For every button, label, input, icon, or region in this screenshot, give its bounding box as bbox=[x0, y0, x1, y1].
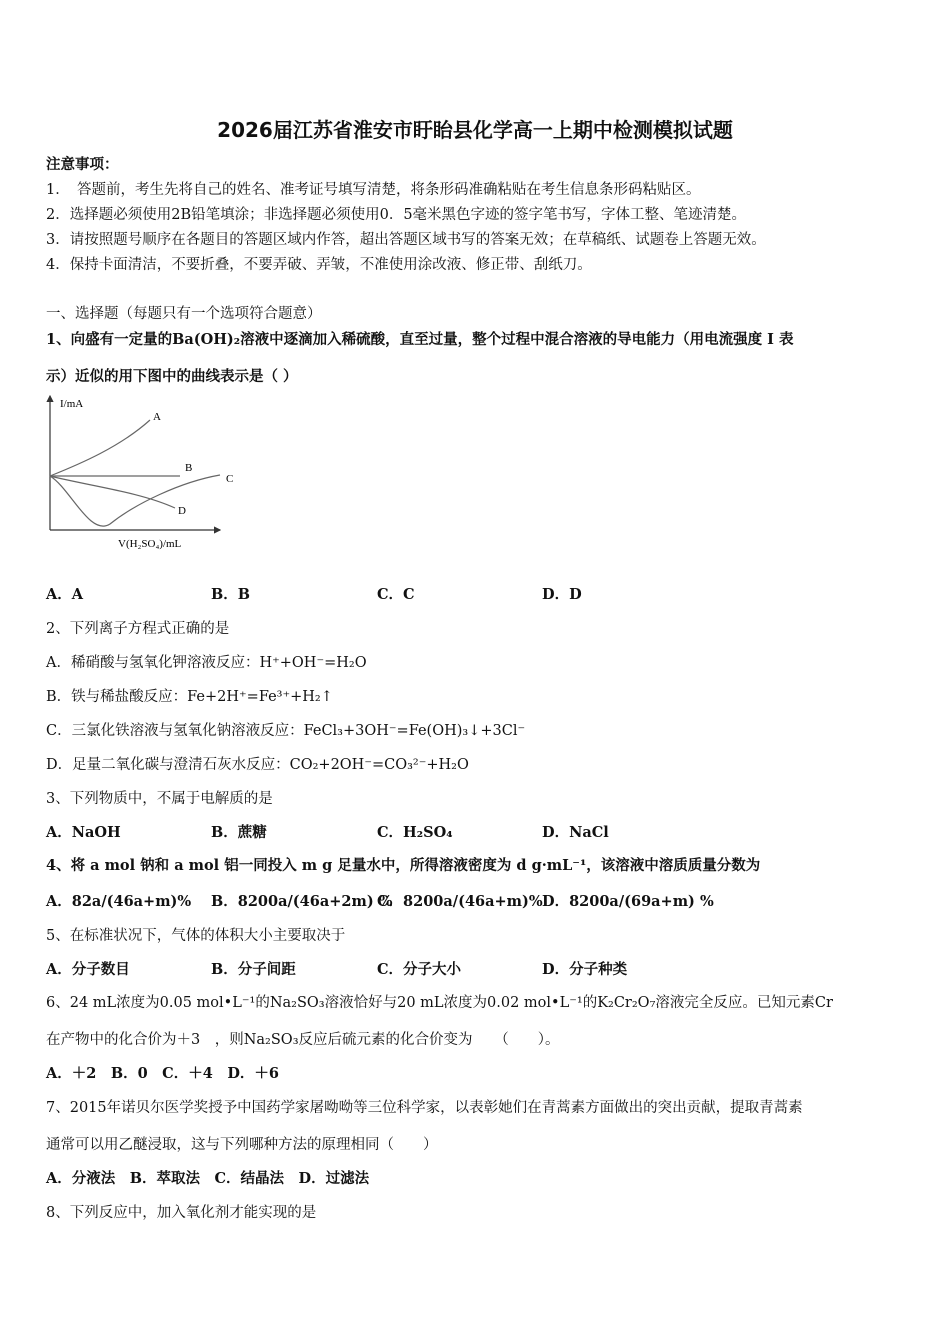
q2-option-a: A．稀硝酸与氢氧化钾溶液反应：H⁺+OH⁻=H₂O bbox=[46, 655, 367, 671]
curve-a bbox=[50, 420, 150, 476]
curve-d-label: D bbox=[178, 505, 186, 517]
curve-c bbox=[50, 475, 220, 526]
curve-a-label: A bbox=[153, 411, 161, 423]
q1-conductivity-graph bbox=[40, 392, 250, 552]
section-heading: 一、选择题（每题只有一个选项符合题意） bbox=[46, 306, 322, 322]
x-axis-label: V(H₂SO₄)/mL bbox=[118, 538, 182, 550]
q7-stem-line1: 7、2015年诺贝尔医学奖授予中国药学家屠呦呦等三位科学家，以表彰她们在青蒿素方面做出的突出贡献，提取青蒿素 bbox=[46, 1100, 803, 1116]
q3-option-c: C．H₂SO₄ bbox=[377, 824, 453, 841]
q4-option-c: C．8200a/(46a+m)% bbox=[377, 893, 543, 910]
notice-item-4: 4．保持卡面清洁，不要折叠，不要弄破、弄皱，不准使用涂改液、修正带、刮纸刀。 bbox=[46, 257, 592, 273]
q3-option-a: A．NaOH bbox=[46, 824, 121, 841]
notice-item-3: 3．请按照题号顺序在各题目的答题区域内作答，超出答题区域书写的答案无效；在草稿纸、试题卷上答题无效。 bbox=[46, 232, 766, 248]
q5-option-d: D．分子种类 bbox=[542, 961, 628, 978]
q1-option-c: C．C bbox=[377, 586, 415, 603]
q4-option-a: A．82a/(46a+m)% bbox=[46, 893, 192, 910]
q4-stem: 4、将 a mol 钠和 a mol 铝一同投入 m g 足量水中，所得溶液密度为 d g·mL⁻¹，该溶液中溶质质量分数为 bbox=[46, 857, 761, 874]
q5-option-a: A．分子数目 bbox=[46, 961, 130, 978]
q2-option-b: B．铁与稀盐酸反应：Fe+2H⁺=Fe³⁺+H₂↑ bbox=[46, 689, 333, 705]
q3-option-b: B．蔗糖 bbox=[211, 824, 267, 841]
q1-stem-line2: 示）近似的用下图中的曲线表示是（ ） bbox=[46, 368, 298, 385]
q2-stem: 2、下列离子方程式正确的是 bbox=[46, 621, 230, 637]
q7-options: A．分液法 B．萃取法 C．结晶法 D．过滤法 bbox=[46, 1170, 370, 1187]
q3-stem: 3、下列物质中，不属于电解质的是 bbox=[46, 791, 273, 807]
q7-stem-line2: 通常可以用乙醚浸取，这与下列哪种方法的原理相同（ ） bbox=[46, 1137, 438, 1153]
y-axis-label: I/mA bbox=[60, 398, 84, 410]
q3-option-d: D．NaCl bbox=[542, 824, 609, 841]
notice-heading: 注意事项： bbox=[46, 156, 119, 173]
q6-options: A．＋2 B．0 C．＋4 D．＋6 bbox=[46, 1065, 279, 1082]
q1-option-d: D．D bbox=[542, 586, 582, 603]
curve-b-label: B bbox=[185, 462, 193, 474]
q6-stem-line2: 在产物中的化合价为＋3 ，则Na₂SO₃反应后硫元素的化合价变为 （ ）。 bbox=[46, 1032, 560, 1048]
curve-c-label: C bbox=[226, 473, 234, 485]
q1-option-a: A．A bbox=[46, 586, 84, 603]
q8-stem: 8、下列反应中，加入氧化剂才能实现的是 bbox=[46, 1205, 317, 1221]
q2-option-d: D．足量二氧化碳与澄清石灰水反应：CO₂+2OH⁻=CO₃²⁻+H₂O bbox=[46, 757, 469, 773]
page-title: 2026届江苏省淮安市盱眙县化学高一上期中检测模拟试题 bbox=[217, 118, 733, 142]
q2-option-c: C．三氯化铁溶液与氢氧化钠溶液反应：FeCl₃+3OH⁻=Fe(OH)₃↓+3Cl⁻ bbox=[46, 723, 526, 739]
q6-stem-line1: 6、24 mL浓度为0.05 mol•L⁻¹的Na₂SO₃溶液恰好与20 mL浓度为0.02 mol•L⁻¹的K₂Cr₂O₇溶液完全反应。已知元素Cr bbox=[46, 995, 833, 1011]
notice-item-1: 1． 答题前，考生先将自己的姓名、准考证号填写清楚，将条形码准确粘贴在考生信息条形码粘贴区。 bbox=[46, 182, 701, 198]
notice-item-2: 2．选择题必须使用2B铅笔填涂；非选择题必须使用0．5毫米黑色字迹的签字笔书写，字体工整、笔迹清楚。 bbox=[46, 207, 747, 223]
q5-option-c: C．分子大小 bbox=[377, 961, 462, 978]
q5-stem: 5、在标准状况下，气体的体积大小主要取决于 bbox=[46, 928, 346, 944]
q1-stem-line1: 1、向盛有一定量的Ba(OH)₂溶液中逐滴加入稀硫酸，直至过量，整个过程中混合溶液的导电能力（用电流强度 I 表 bbox=[46, 331, 794, 348]
q1-option-b: B．B bbox=[211, 586, 251, 603]
q4-option-b: B．8200a/(46a+2m) % bbox=[211, 893, 393, 910]
q4-option-d: D．8200a/(69a+m) % bbox=[542, 893, 714, 910]
curve-d bbox=[50, 476, 175, 508]
q5-option-b: B．分子间距 bbox=[211, 961, 296, 978]
